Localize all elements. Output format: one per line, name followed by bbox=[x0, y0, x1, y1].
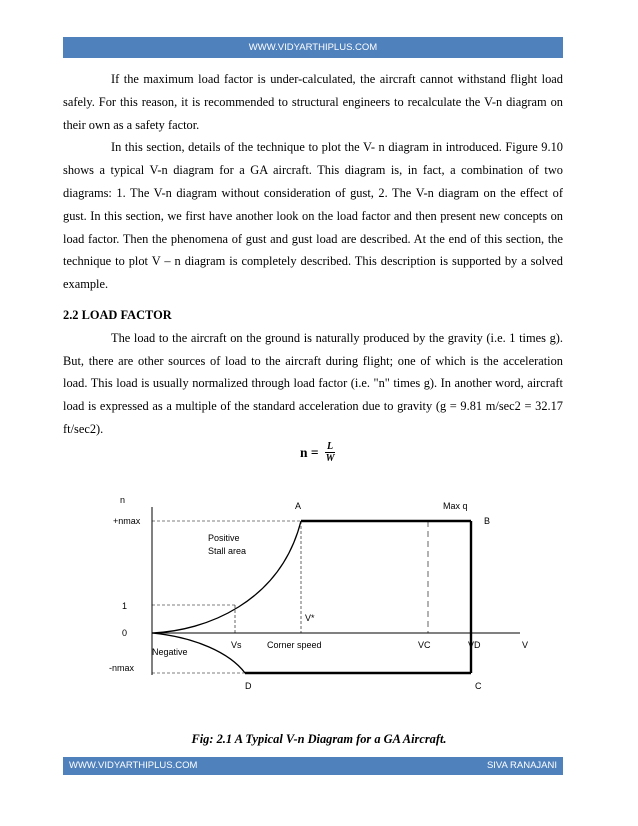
v-axis-label: V bbox=[522, 640, 529, 650]
load-factor-formula bbox=[300, 441, 336, 464]
n-axis-label: n bbox=[120, 495, 126, 505]
paragraph-1: If the maximum load factor is under-calculated, the aircraft cannot withstand flight load safely. For this reason, it is recommended to structural engineers to recalculate the V-n diagram on their own as a safety factor. bbox=[63, 72, 563, 132]
vn-diagram bbox=[95, 493, 545, 693]
point-b-label: B bbox=[484, 516, 491, 526]
one-label: 1 bbox=[122, 601, 128, 611]
footer-banner bbox=[63, 757, 563, 775]
zero-label: 0 bbox=[122, 628, 128, 638]
minus-nmax-label: -nmax bbox=[109, 663, 135, 673]
max-q-label: Max q bbox=[443, 501, 468, 511]
formula-lhs: n = bbox=[300, 444, 319, 460]
formula-numerator: L bbox=[326, 441, 334, 452]
formula-fraction bbox=[324, 441, 337, 464]
point-d-label: D bbox=[245, 681, 252, 691]
v-star-label: V* bbox=[305, 613, 315, 623]
footer-right-text: SIVA RANAJANI bbox=[486, 760, 557, 771]
corner-speed-label: Corner speed bbox=[267, 640, 322, 650]
document-body bbox=[63, 68, 563, 441]
point-a-label: A bbox=[295, 501, 302, 511]
header-banner-text: WWW.VIDYARTHIPLUS.COM bbox=[248, 42, 378, 53]
vc-label: VC bbox=[418, 640, 431, 650]
vd-label: VD bbox=[468, 640, 481, 650]
vs-label: Vs bbox=[231, 640, 242, 650]
negative-label: Negative bbox=[152, 647, 188, 657]
point-c-label: C bbox=[475, 681, 482, 691]
footer-left-text: WWW.VIDYARTHIPLUS.COM bbox=[69, 760, 198, 771]
header-banner bbox=[63, 37, 563, 58]
stall-area-label: Stall area bbox=[208, 546, 247, 556]
paragraph-2: In this section, details of the technique to plot the V- n diagram in introduced. Figure 9.10 shows a typical V-n diagram for a GA aircraft. This diagram is, in fact, a combination of two diagrams: 1. The V-n diagram without consideration of gust, 2. The V-n diagram on the effect of gust. In this section, we first have another look on the load factor and then present new concepts on load factor. Then the phenomena of gust and gust load are described. At the end of this section, the technique to plot V – n diagram is completely described. This description is supported by a solved example. bbox=[63, 140, 563, 292]
positive-stall-label: Positive bbox=[208, 533, 240, 543]
section-heading: 2.2 LOAD FACTOR bbox=[63, 307, 172, 322]
plus-nmax-label: +nmax bbox=[113, 516, 141, 526]
formula-denominator: W bbox=[325, 453, 335, 464]
figure-caption: Fig: 2.1 A Typical V-n Diagram for a GA Aircraft. bbox=[191, 732, 447, 746]
paragraph-3: The load to the aircraft on the ground is naturally produced by the gravity (i.e. 1 times g). But, there are other sources of load to the aircraft during flight; one of which is the acceleration load. This load is usually normalized through load factor (i.e. "n" times g). In another word, aircraft load is expressed as a multiple of the standard acceleration due to gravity (g = 9.81 m/sec2 = 32.17 ft/sec2). bbox=[63, 330, 563, 436]
vn-diagram-figure bbox=[95, 493, 545, 693]
